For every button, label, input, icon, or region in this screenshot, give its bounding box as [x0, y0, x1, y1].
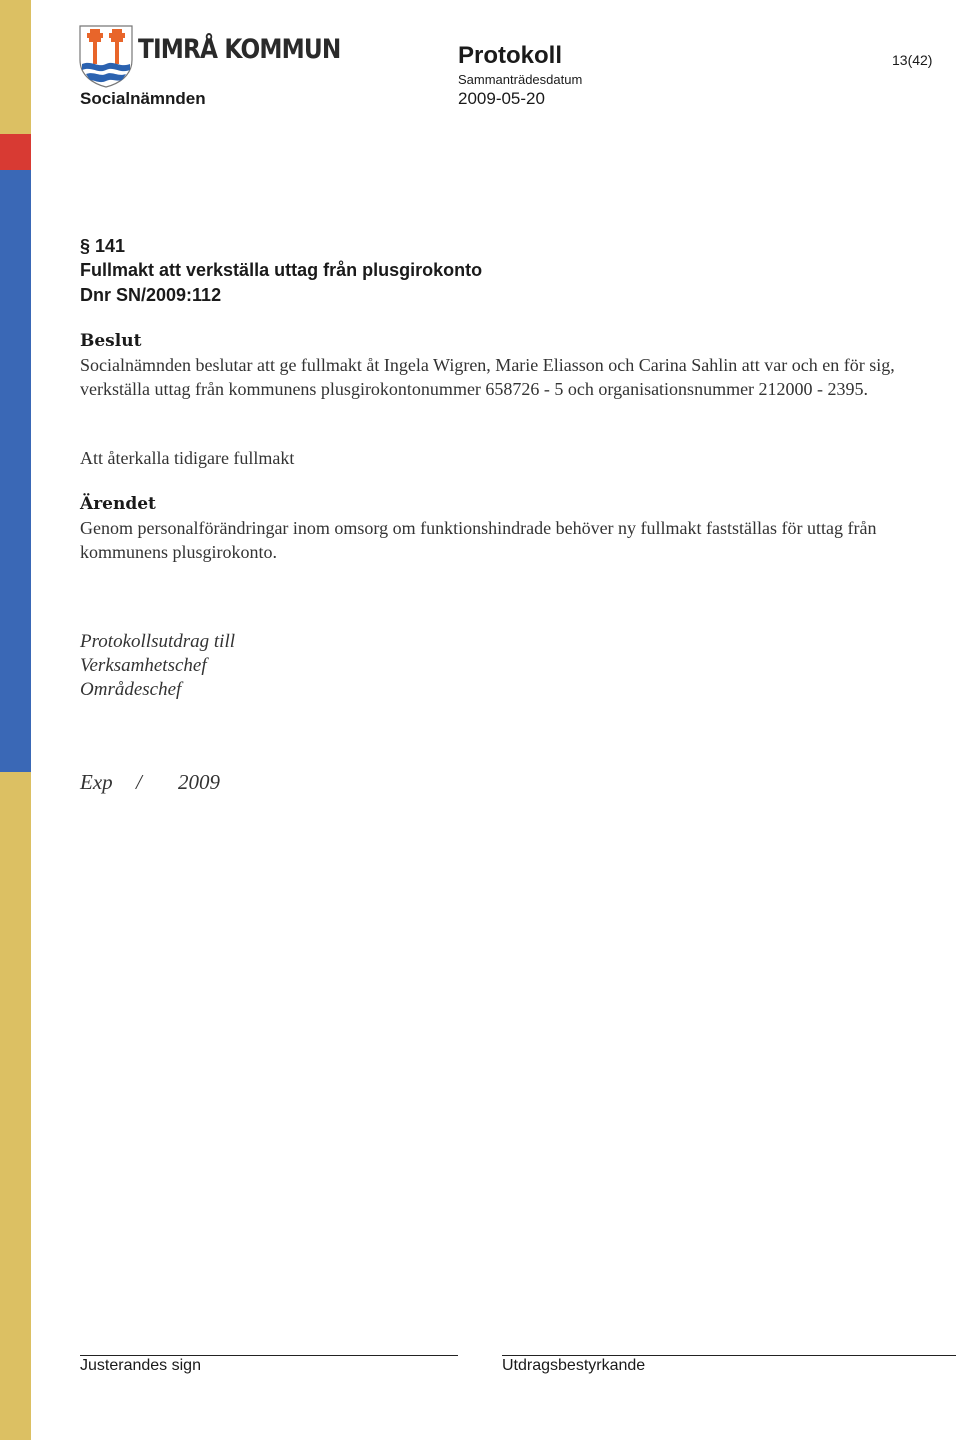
footer-line-right [502, 1355, 956, 1356]
expedition-slash: / [136, 770, 142, 794]
section-title: Fullmakt att verkställa uttag från plusgirokonto [80, 260, 483, 280]
meeting-date: 2009-05-20 [458, 89, 545, 108]
distribution-heading: Protokollsutdrag till [80, 631, 235, 652]
department-name: Socialnämnden [80, 89, 206, 108]
footer-certification-label: Utdragsbestyrkande [502, 1357, 646, 1374]
stripe-red [0, 134, 31, 170]
footer-signature-label: Justerandes sign [80, 1357, 201, 1374]
expedition-year: 2009 [178, 770, 220, 794]
expedition-label: Exp [80, 770, 113, 794]
coat-of-arms-icon [78, 24, 134, 88]
document-type-title: Protokoll [458, 42, 563, 69]
decision-heading: Beslut [80, 331, 142, 351]
matter-text: Genom personalförändringar inom omsorg om funktionshindrade behöver ny fullmakt fastställas för uttag från kommunens plusgirokonto. [80, 518, 877, 562]
municipality-logo [78, 24, 341, 88]
decision-text-revoke: Att återkalla tidigare fullmakt [80, 448, 295, 468]
case-number: Dnr SN/2009:112 [80, 285, 222, 305]
meeting-date-label: Sammanträdesdatum [458, 72, 583, 87]
distribution-item: Verksamhetschef [80, 655, 207, 676]
distribution-item: Områdeschef [80, 679, 182, 700]
matter-heading: Ärendet [80, 494, 156, 514]
section-symbol: § [80, 236, 91, 256]
decision-text: Socialnämnden beslutar att ge fullmakt åt Ingela Wigren, Marie Eliasson och Carina Sahlin att var och en för sig, verkställa uttag från kommunens plusgirokontonummer 658726 - 5 och organisationsnummer 212000 - 2395. [80, 355, 895, 399]
section-number [80, 236, 125, 257]
stripe-yellow-bottom [0, 772, 31, 1440]
section-number-value: 141 [95, 236, 126, 256]
stripe-yellow-top [0, 0, 31, 134]
logo-text: TIMRÅ KOMMUN [138, 34, 341, 65]
page-number: 13(42) [892, 52, 933, 68]
footer-line-left [80, 1355, 458, 1356]
stripe-blue [0, 170, 31, 772]
